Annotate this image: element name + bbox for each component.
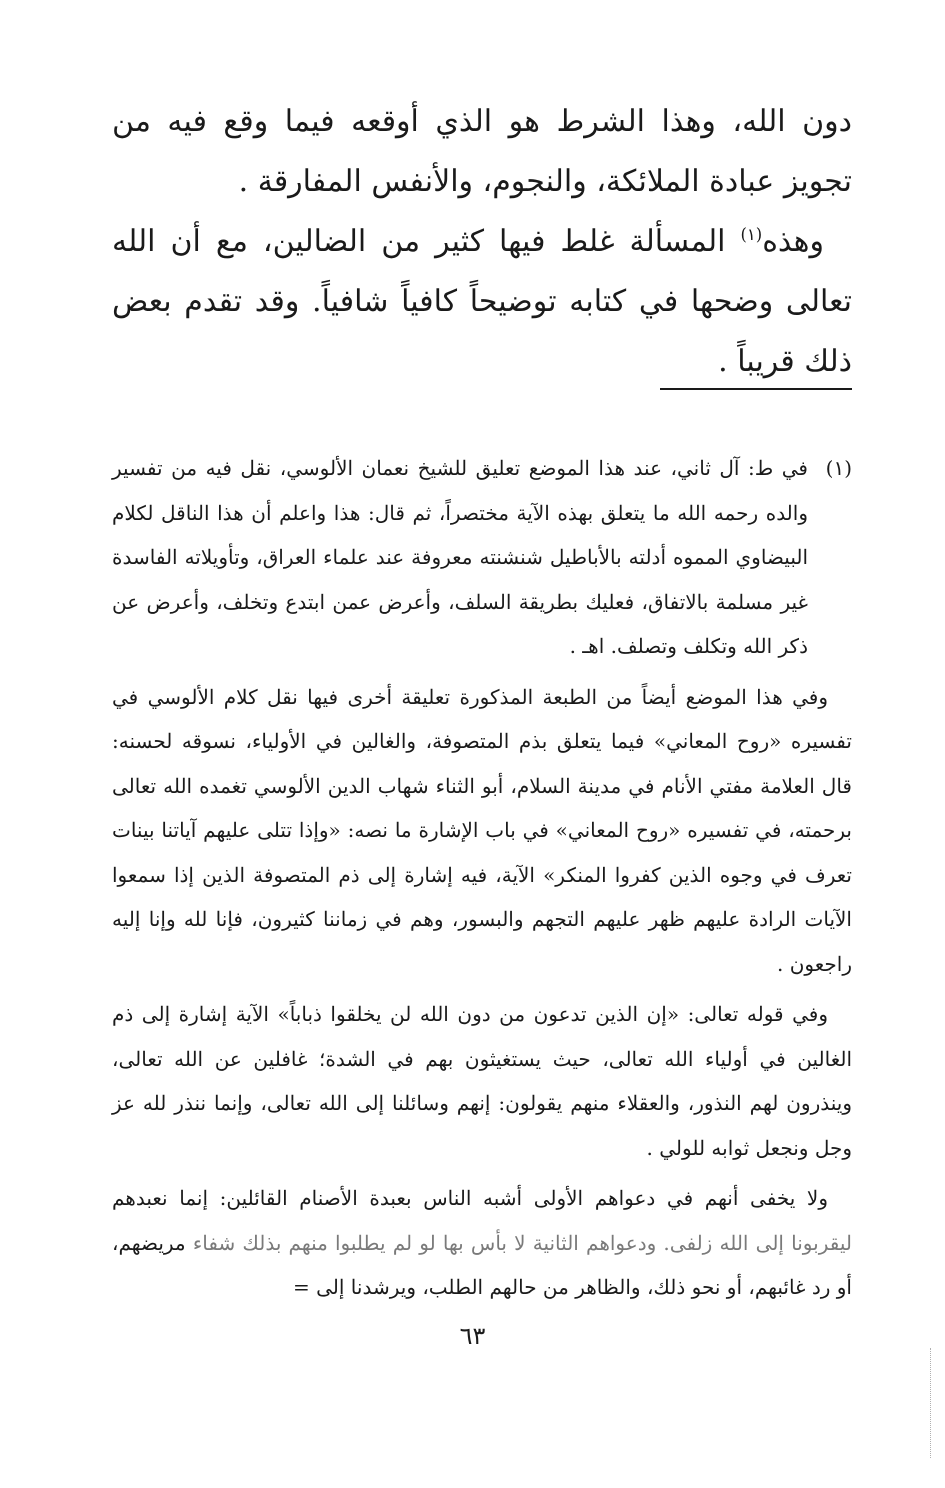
footnote-paragraph-4-line-1: ولا يخفى أنهم في دعواهم الأولى أشبه الناس بعبدة الأصنام القائلين: إنما نعبدهم (112, 1186, 828, 1210)
footnote-paragraph-4-line-3: مريضهم، أو رد غائبهم، أو نحو ذلك، والظاهر من حالهم الطلب، ويرشدنا إلى = (112, 1230, 852, 1299)
footnote-separator (660, 388, 852, 390)
main-paragraph-2-start: وهذه (762, 224, 824, 259)
main-text-block (112, 92, 852, 392)
footnote-1 (112, 446, 852, 669)
footnote-paragraph-4 (112, 1176, 852, 1310)
footnotes-block (112, 446, 852, 1310)
footnote-paragraph-3: وفي قوله تعالى: «إن الذين تدعون من دون الله لن يخلقوا ذباباً» الآية إشارة إلى ذم الغالين في أولياء الله تعالى، حيث يستغيثون بهم في الشدة؛ غافلين عن الله تعالى، وينذرون لهم النذور، والعقلاء منهم يقولون: إنهم وسائلنا إلى الله تعالى، وإنما ننذر لله عز وجل ونجعل ثوابه للولي . (112, 1002, 853, 1160)
footnote-reference: (١) (740, 225, 763, 244)
footnote-marker: (١) (825, 456, 852, 480)
main-paragraph-1: دون الله، وهذا الشرط هو الذي أوقعه فيما وقع فيه من تجويز عبادة الملائكة، والنجوم، والأنفس المفارقة . (112, 104, 852, 199)
scan-edge-marks (930, 1348, 933, 1458)
footnote-1-text: في ط: آل ثاني، عند هذا الموضع تعليق للشيخ نعمان الألوسي، نقل فيه من تفسير والده رحمه الله ما يتعلق بهذه الآية مختصراً، ثم قال: هذا واعلم أن هذا الناقل لكلام البيضاوي المموه أدلته بالأباطيل شنشنته معروفة عند علماء العراق، وتأويلاته الفاسدة غير مسلمة بالاتفاق، فعليك بطريقة السلف، وأعرض عمن ابتدع وتخلف، وأعرض عن ذكر الله وتكلف وتصلف. اهـ . (112, 456, 808, 658)
footnote-paragraph-2: وفي هذا الموضع أيضاً من الطبعة المذكورة تعليقة أخرى فيها نقل كلام الألوسي في تفسيره «روح المعاني» فيما يتعلق بذم المتصوفة، والغالين في الأولياء، نسوقه لحسنه: قال العلامة مفتي الأنام في مدينة السلام، أبو الثناء شهاب الدين الألوسي تغمده الله تعالى برحمته، في تفسيره «روح المعاني» في باب الإشارة ما نصه: «وإذا تتلى عليهم آياتنا بينات تعرف في وجوه الذين كفروا المنكر» الآية، فيه إشارة إلى ذم المتصوفة الذين إذا سمعوا الآيات الرادة عليهم ظهر عليهم التجهم والبسور، وهم في زماننا كثيرون، فإنا لله وإنا إليه راجعون . (112, 684, 852, 976)
page-number: ٦٣ (459, 1322, 486, 1350)
main-paragraph-2 (112, 212, 852, 392)
main-paragraph-2-rest: المسألة غلط فيها كثير من الضالين، مع أن الله تعالى وضحها في كتابه توضيحاً كافياً شافياً. وقد تقدم بعض ذلك قريباً . (112, 224, 852, 379)
footnote-paragraph-4-line-2: ليقربونا إلى الله زلفى. ودعواهم الثانية لا بأس بها لو لم يطلبوا منهم بذلك شفاء (192, 1230, 852, 1255)
